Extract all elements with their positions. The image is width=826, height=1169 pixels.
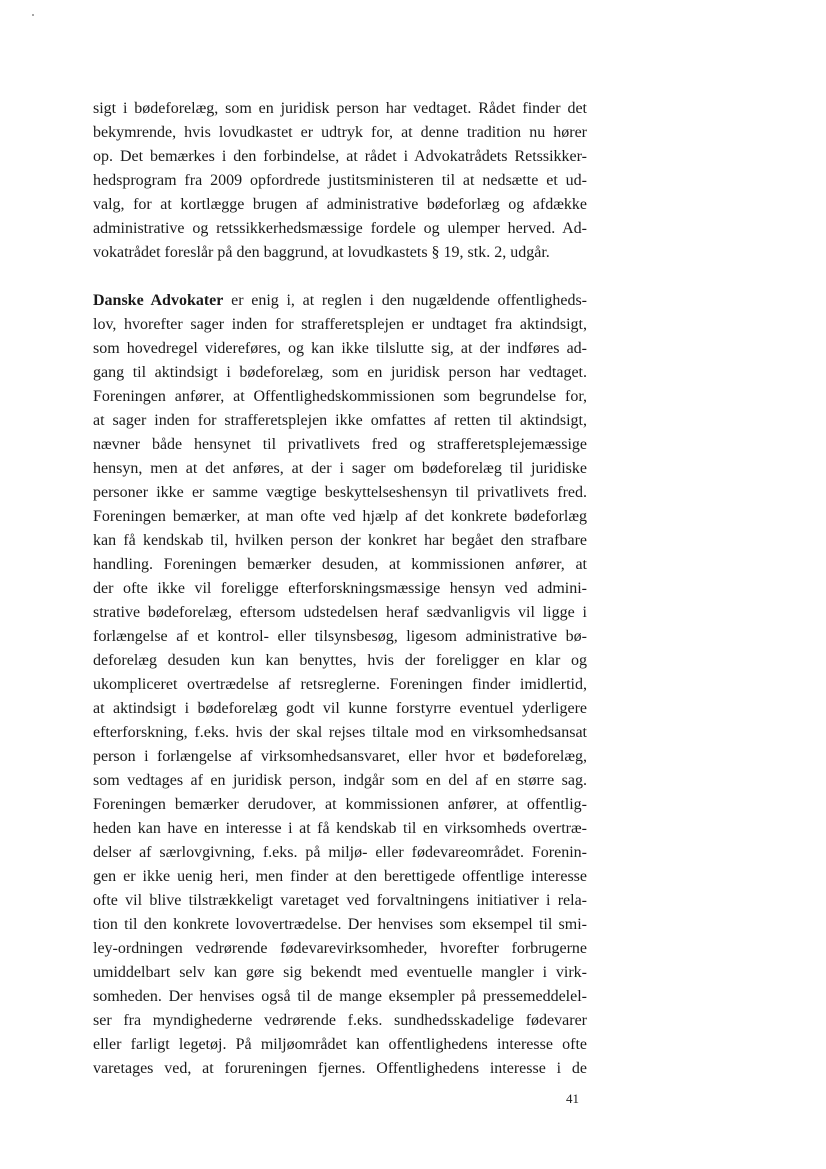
text-line: handling. Foreningen bemærker desuden, at kommissionen anfører, at xyxy=(93,556,587,573)
text-line: heden kan have en interesse i at få kendskab til en virksomheds overtræ- xyxy=(93,820,587,837)
text-line: ley-ordningen vedrørende fødevarevirksomheder, hvorefter forbrugerne xyxy=(93,940,587,957)
text-line: delser af særlovgivning, f.eks. på miljø- eller fødevareområdet. Forenin- xyxy=(93,844,587,861)
text-line: ser fra myndighederne vedrørende f.eks. sundhedsskadelige fødevarer xyxy=(93,1012,587,1029)
text-line-first xyxy=(93,289,587,313)
scan-speck xyxy=(32,14,34,16)
text-line: personer ikke er samme vægtige beskyttelseshensyn til privatlivets fred. xyxy=(93,484,587,501)
text-line: administrative og retssikkerhedsmæssige fordele og ulemper herved. Ad- xyxy=(93,220,587,237)
text-line: der ofte ikke vil foreligge efterforskningsmæssige hensyn ved admini- xyxy=(93,580,587,597)
text-line: Foreningen bemærker, at man ofte ved hjælp af det konkrete bødeforlæg xyxy=(93,508,587,525)
text-line: ukompliceret overtrædelse af retsreglerne. Foreningen finder imidlertid, xyxy=(93,676,587,693)
text-line: op. Det bemærkes i den forbindelse, at rådet i Advokatrådets Retssikker- xyxy=(93,148,587,165)
text-line: kan få kendskab til, hvilken person der konkret har begået den strafbare xyxy=(93,532,587,549)
text-line: som vedtages af en juridisk person, indgår som en del af en større sag. xyxy=(93,772,587,789)
text-line: hedsprogram fra 2009 opfordrede justitsministeren til at nedsætte et ud- xyxy=(93,172,587,189)
text-line: varetages ved, at forureningen fjernes. Offentlighedens interesse i de xyxy=(93,1060,587,1077)
text-line: bekymrende, hvis lovudkastet er udtryk for, at denne tradition nu hører xyxy=(93,124,587,141)
text-line: at sager inden for strafferetsplejen ikke omfattes af retten til aktindsigt, xyxy=(93,412,587,429)
text-line: tion til den konkrete lovovertrædelse. Der henvises som eksempel til smi- xyxy=(93,916,587,933)
paragraph-advokatraadet xyxy=(93,97,587,265)
text-line: umiddelbart selv kan gøre sig bekendt med eventuelle mangler i virk- xyxy=(93,964,587,981)
text-line: nævner både hensynet til privatlivets fred og strafferetsplejemæssige xyxy=(93,436,587,453)
text-line: person i forlængelse af virksomhedsansvaret, eller hvor et bødeforelæg, xyxy=(93,748,587,765)
organization-name: Danske Advokater xyxy=(93,292,224,309)
text-line: strative bødeforelæg, eftersom udstedelsen heraf sædvanligvis vil ligge i xyxy=(93,604,587,621)
text-line: som hovedregel videreføres, og kan ikke tilslutte sig, at der indføres ad- xyxy=(93,340,587,357)
text-line: forlængelse af et kontrol- eller tilsynsbesøg, ligesom administrative bø- xyxy=(93,628,587,645)
text-line: Foreningen bemærker derudover, at kommissionen anfører, at offentlig- xyxy=(93,796,587,813)
text-line: sigt i bødeforelæg, som en juridisk person har vedtaget. Rådet finder det xyxy=(93,100,587,117)
text-line: efterforskning, f.eks. hvis der skal rejses tiltale mod en virksomhedsansat xyxy=(93,724,587,741)
text-line: valg, for at kortlægge brugen af administrative bødeforlæg og afdække xyxy=(93,196,587,213)
text-line: somheden. Der henvises også til de mange eksempler på pressemeddelel- xyxy=(93,988,587,1005)
page-number: 41 xyxy=(566,1091,579,1106)
paragraph-danske-advokater xyxy=(93,289,587,1081)
text-line: at aktindsigt i bødeforelæg godt vil kunne forstyrre eventuel yderligere xyxy=(93,700,587,717)
text-line: hensyn, men at det anføres, at der i sager om bødeforelæg til juridiske xyxy=(93,460,587,477)
text-line: gang til aktindsigt i bødeforelæg, som en juridisk person har vedtaget. xyxy=(93,364,587,381)
text-line: vokatrådet foreslår på den baggrund, at lovudkastets § 19, stk. 2, udgår. xyxy=(93,244,550,261)
text-line-rest: er enig i, at reglen i den nugældende offentligheds- xyxy=(223,292,587,309)
text-line: eller farligt legetøj. På miljøområdet kan offentlighedens interesse ofte xyxy=(93,1036,587,1053)
text-line: gen er ikke uenig heri, men finder at den berettigede offentlige interesse xyxy=(93,868,587,885)
text-line: Foreningen anfører, at Offentlighedskommissionen som begrundelse for, xyxy=(93,388,587,405)
text-line: deforelæg desuden kun kan benyttes, hvis der foreligger en klar og xyxy=(93,652,587,669)
text-line: lov, hvorefter sager inden for strafferetsplejen er undtaget fra aktindsigt, xyxy=(93,316,587,333)
text-line: ofte vil blive tilstrækkeligt varetaget ved forvaltningens initiativer i rela- xyxy=(93,892,587,909)
